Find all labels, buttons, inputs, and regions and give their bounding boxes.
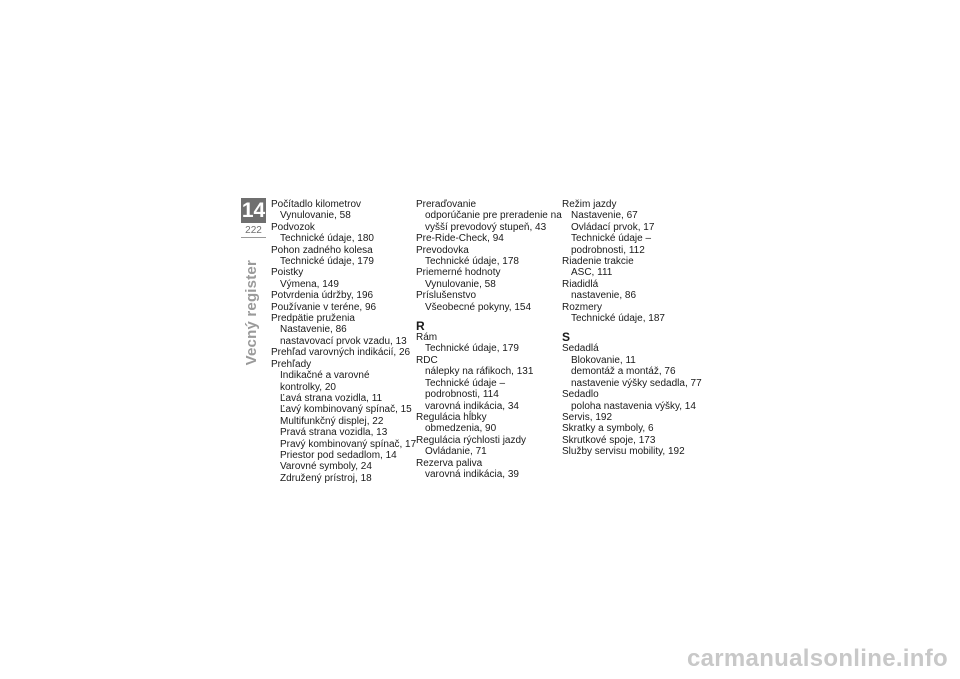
index-entry: [416, 199, 562, 233]
index-subentry: Varovné symboly, 24: [280, 461, 372, 473]
index-entry: [271, 222, 411, 245]
index-term: Regulácia rýchlosti jazdy: [416, 434, 527, 446]
index-entry: [416, 435, 556, 458]
index-subentry: obmedzenia, 90: [425, 423, 497, 435]
index-entry: [562, 446, 702, 457]
index-subentry: Všeobecné pokyny, 154: [425, 301, 532, 313]
index-term: Rezerva paliva: [416, 457, 483, 469]
index-term: Poistky: [271, 267, 304, 279]
chapter-title: Vecný register: [243, 260, 260, 366]
chapter-marker: [241, 198, 266, 240]
index-subentry: Ovládací prvok, 17: [571, 221, 655, 233]
index-entry: [416, 458, 556, 481]
index-entry: [271, 347, 411, 358]
index-subentry: Vynulovanie, 58: [425, 278, 496, 290]
index-entry: [416, 412, 556, 435]
index-letter-heading: R: [416, 319, 425, 334]
index-term: Regulácia hĺbky: [416, 411, 487, 423]
index-subentry: nastavovací prvok vzadu, 13: [280, 335, 407, 347]
index-entry: [562, 435, 702, 446]
index-term: Riadenie trakcie: [562, 256, 634, 268]
index-entry: [271, 199, 411, 222]
index-term: Prehľad varovných indikácií, 26: [271, 347, 411, 359]
index-term: Príslušenstvo: [416, 290, 477, 302]
index-subentry: Technické údaje, 179: [425, 343, 519, 355]
index-subentry: kontrolky, 20: [280, 381, 336, 393]
index-entry: [562, 389, 702, 412]
index-entry: [271, 290, 411, 301]
index-column-2: [416, 199, 562, 480]
index-subentry: podrobnosti, 112: [571, 244, 645, 256]
index-entry: [271, 313, 411, 347]
index-term: Sedadlo: [562, 389, 599, 401]
index-entry: [271, 302, 411, 313]
index-subentry: Ľavý kombinovaný spínač, 15: [280, 404, 412, 416]
index-term: Preraďovanie: [416, 199, 477, 210]
index-entry: [562, 423, 702, 434]
index-entry: [416, 233, 556, 244]
index-entry: [416, 267, 556, 290]
index-term: Prevodovka: [416, 244, 469, 256]
index-entry: [271, 245, 411, 268]
index-column-3: [562, 199, 702, 458]
index-subentry: varovná indikácia, 34: [425, 400, 519, 412]
index-term: Prehľady: [271, 358, 312, 370]
index-subentry: Technické údaje, 187: [571, 313, 665, 325]
index-entry: [416, 290, 556, 313]
index-term: Pohon zadného kolesa: [271, 244, 373, 256]
index-entry: [562, 256, 702, 279]
index-subentry: Technické údaje –: [571, 233, 652, 245]
index-letter-heading: S: [562, 330, 571, 345]
index-entry: [562, 412, 702, 423]
index-term: Servis, 192: [562, 411, 613, 423]
index-entry: [562, 343, 702, 389]
index-term: Počítadlo kilometrov: [271, 199, 362, 210]
index-subentry: Nastavenie, 86: [280, 324, 347, 336]
index-subentry: Technické údaje, 179: [280, 256, 374, 268]
index-term: Používanie v teréne, 96: [271, 301, 377, 313]
index-subentry: Pravý kombinovaný spínač, 17: [280, 438, 417, 450]
watermark: carmanualsonline.info: [686, 645, 948, 672]
index-entry: [416, 332, 556, 355]
index-subentry: nálepky na ráfikoch, 131: [425, 366, 534, 378]
index-subentry: Indikačné a varovné: [280, 370, 370, 382]
index-entry: [562, 302, 702, 325]
index-subentry: Technické údaje, 180: [280, 233, 374, 245]
index-entry: [416, 355, 556, 412]
index-term: Skratky a symboly, 6: [562, 423, 654, 435]
index-term: Sedadlá: [562, 343, 599, 355]
index-term: Režim jazdy: [562, 199, 617, 210]
index-term: Riadidlá: [562, 278, 599, 290]
index-term: Rám: [416, 332, 438, 344]
index-term: RDC: [416, 354, 438, 366]
index-subentry: Pravá strana vozidla, 13: [280, 427, 388, 439]
index-subentry: Blokovanie, 11: [571, 354, 636, 366]
index-subentry: odporúčanie pre preradenie na: [425, 210, 562, 222]
chapter-number: 14: [241, 199, 266, 222]
index-subentry: Multifunkčný displej, 22: [280, 415, 384, 427]
index-subentry: demontáž a montáž, 76: [571, 366, 676, 378]
index-term: Skrutkové spoje, 173: [562, 434, 656, 446]
index-entry: [271, 358, 417, 484]
index-subentry: varovná indikácia, 39: [425, 468, 519, 480]
index-term: Pre-Ride-Check, 94: [416, 233, 504, 245]
index-term: Predpätie pruženia: [271, 313, 355, 325]
index-term: Podvozok: [271, 221, 315, 233]
index-term: Služby servisu mobility, 192: [562, 446, 685, 458]
index-subentry: ASC, 111: [571, 267, 613, 279]
index-subentry: vyšší prevodový stupeň, 43: [425, 221, 547, 233]
index-subentry: poloha nastavenia výšky, 14: [571, 400, 696, 412]
index-entry: [271, 267, 411, 290]
index-subentry: Výmena, 149: [280, 278, 339, 290]
index-subentry: Technické údaje –: [425, 377, 506, 389]
index-subentry: nastavenie výšky sedadla, 77: [571, 377, 702, 389]
index-subentry: Vynulovanie, 58: [280, 210, 351, 222]
index-subentry: Ovládanie, 71: [425, 446, 487, 458]
page-number: 222: [245, 225, 262, 236]
index-subentry: Nastavenie, 67: [571, 210, 638, 222]
index-term: Potvrdenia údržby, 196: [271, 290, 374, 302]
index-column-1: [271, 199, 417, 484]
index-entry: [416, 245, 556, 268]
index-subentry: Technické údaje, 178: [425, 256, 519, 268]
index-subentry: Združený prístroj, 18: [280, 472, 372, 484]
index-term: Priemerné hodnoty: [416, 267, 501, 279]
index-term: Rozmery: [562, 301, 603, 313]
index-entry: [562, 279, 702, 302]
index-entry: [562, 199, 702, 256]
index-subentry: Ľavá strana vozidla, 11: [280, 392, 383, 404]
index-subentry: nastavenie, 86: [571, 290, 637, 302]
index-subentry: Priestor pod sedadlom, 14: [280, 449, 397, 461]
index-subentry: podrobnosti, 114: [425, 389, 499, 401]
page-divider: [241, 237, 266, 238]
